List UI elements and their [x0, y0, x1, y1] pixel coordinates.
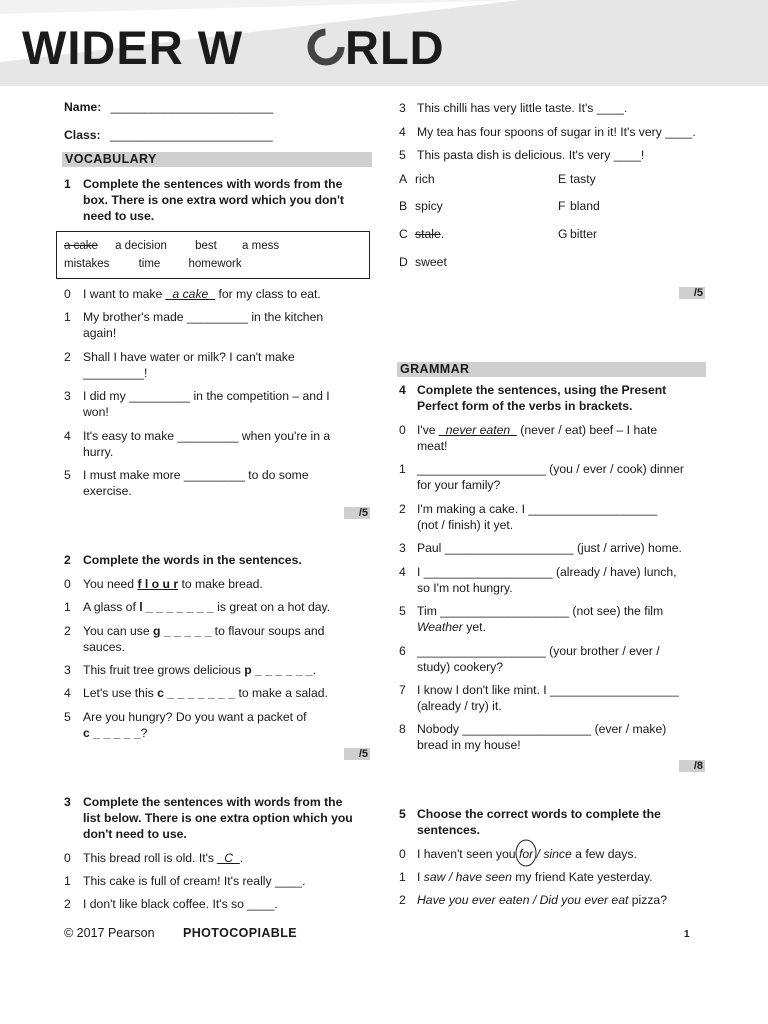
footer-photocopiable: PHOTOCOPIABLE [183, 926, 298, 940]
ex4-item-4: 4 I ___________________ (already / have) lunch, so I'm not hungry. [399, 565, 677, 595]
ex2-item-1: 1 A glass of l _ _ _ _ _ _ _ is great on a hot day. [64, 600, 331, 614]
ex4-item-2: 2 I'm making a cake. I ___________________ (not / finish) it yet. [399, 502, 658, 532]
ex1-instructions: Complete the sentences with words from the box. There is one extra word which you don't need to use. [83, 177, 344, 223]
svg-text:WIDER W: WIDER W [22, 21, 244, 74]
word-box-item: mistakes [64, 258, 110, 270]
ex3-item-1: 1 This cake is full of cream! It's really ____. [64, 874, 306, 888]
ex1-item-2: 2 Shall I have water or milk? I can't make _________! [64, 350, 295, 380]
ex3-instructions: Complete the sentences with words from the list below. There is one extra option which you don't need to use. [83, 795, 353, 841]
ex3-number: 3 [64, 795, 71, 809]
word-box-item: a cake [64, 240, 98, 252]
word-box-item: a mess [242, 240, 280, 252]
option-c: C stale. [399, 227, 445, 241]
ex2-item-3: 3 This fruit tree grows delicious p _ _ _ _ _ _. [64, 663, 317, 677]
ex1-score: /5 [344, 507, 370, 519]
ex3-item-0: 0 This bread roll is old. It's _C_. [64, 851, 244, 865]
name-row [64, 100, 273, 114]
ex5-item-0: 0 I haven't seen you for / since a few days. [399, 846, 406, 862]
ex2-score: /5 [344, 748, 370, 760]
class-label: Class: [64, 128, 101, 142]
word-box-item: homework [188, 258, 242, 270]
ex3-item-5: 5 This pasta dish is delicious. It's very ____! [399, 148, 645, 162]
ex1-item-4: 4 It's easy to make _________ when you're in a hurry. [64, 429, 331, 459]
ex5-item-1: 1 I saw / have seen my friend Kate yesterday. [399, 870, 653, 884]
ex4-score: /8 [679, 760, 705, 772]
word-box-row1 [64, 240, 279, 252]
ex4-item-0: 0 I've _never eaten_ (never / eat) beef – I hate meat! [399, 423, 658, 453]
ex2-item-5: 5 Are you hungry? Do you want a packet of c _ _ _ _ _? [64, 710, 307, 740]
ex2-number: 2 [64, 553, 71, 567]
option-d: D sweet [399, 255, 447, 269]
ex4-item-1: 1 ___________________ (you / ever / cook) dinner for your family? [399, 462, 684, 492]
option-f: F bland [558, 199, 600, 213]
class-row [64, 128, 273, 142]
ex2-item-2: 2 You can use g _ _ _ _ _ to flavour soups and sauces. [64, 624, 325, 654]
ex4-item-7: 7 I know I don't like mint. I ___________________ (already / try) it. [399, 683, 679, 713]
class-field[interactable]: ________________________ [109, 128, 273, 142]
answer-example: _never eaten_ [438, 423, 517, 437]
footer-copyright: © 2017 Pearson [64, 926, 155, 940]
vocabulary-header: VOCABULARY [62, 152, 372, 167]
ex5-number: 5 [399, 807, 406, 821]
ex1-item-5: 5 I must make more _________ to do some exercise. [64, 468, 309, 498]
ex3-item-2: 2 I don't like black coffee. It's so ____. [64, 897, 278, 911]
ex4-item-3: 3 Paul ___________________ (just / arrive) home. [399, 541, 682, 555]
word-box-item: time [138, 258, 161, 270]
logo-wordmark [22, 20, 445, 74]
answer-example: _C_ [217, 851, 240, 865]
ex4-instructions: Complete the sentences, using the Present Perfect form of the verbs in brackets. [417, 383, 667, 413]
word-box-item: best [195, 240, 217, 252]
ex3-item-4: 4 My tea has four spoons of sugar in it! It's very ____. [399, 125, 696, 139]
ex5-instructions: Choose the correct words to complete the sentences. [417, 807, 661, 837]
word-box-row2 [64, 258, 242, 270]
ex3-score: /5 [679, 287, 705, 299]
ex2-item-0: 0 You need f l o u r to make bread. [64, 577, 263, 591]
ex1-item-1: 1 My brother's made _________ in the kitchen again! [64, 310, 324, 340]
ex4-number: 4 [399, 383, 406, 397]
ex3-item-3: 3 This chilli has very little taste. It's ____. [399, 101, 628, 115]
name-label: Name: [64, 100, 102, 114]
option-g: G bitter [558, 227, 598, 241]
option-b: B spicy [399, 199, 443, 213]
ex2-instructions: Complete the words in the sentences. [83, 553, 302, 567]
option-a: A rich [399, 172, 435, 186]
name-field[interactable]: ________________________ [110, 100, 274, 114]
ex1-number: 1 [64, 177, 71, 191]
ex4-item-6: 6 ___________________ (your brother / ever / study) cookery? [399, 644, 660, 674]
circle-mark [514, 839, 540, 869]
word-box-item: a decision [115, 240, 167, 252]
word-box [56, 231, 370, 279]
ex4-item-5: 5 Tim ___________________ (not see) the film Weather yet. [399, 604, 664, 634]
option-e: E tasty [558, 172, 596, 186]
ex1-item-3: 3 I did my _________ in the competition – and I won! [64, 389, 330, 419]
grammar-header: GRAMMAR [397, 362, 706, 377]
page-number: 1 [684, 929, 690, 940]
ex4-item-8: 8 Nobody ___________________ (ever / make) bread in my house! [399, 722, 667, 752]
circled-answer: for [519, 847, 533, 861]
answer-example: _a cake_ [165, 287, 216, 301]
svg-text:RLD: RLD [345, 21, 445, 74]
ex1-item-0: 0 I want to make _a cake_ for my class to eat. [64, 287, 321, 301]
ex2-item-4: 4 Let's use this c _ _ _ _ _ _ _ to make a salad. [64, 686, 328, 700]
ex5-item-2: 2 Have you ever eaten / Did you ever eat pizza? [399, 893, 667, 907]
